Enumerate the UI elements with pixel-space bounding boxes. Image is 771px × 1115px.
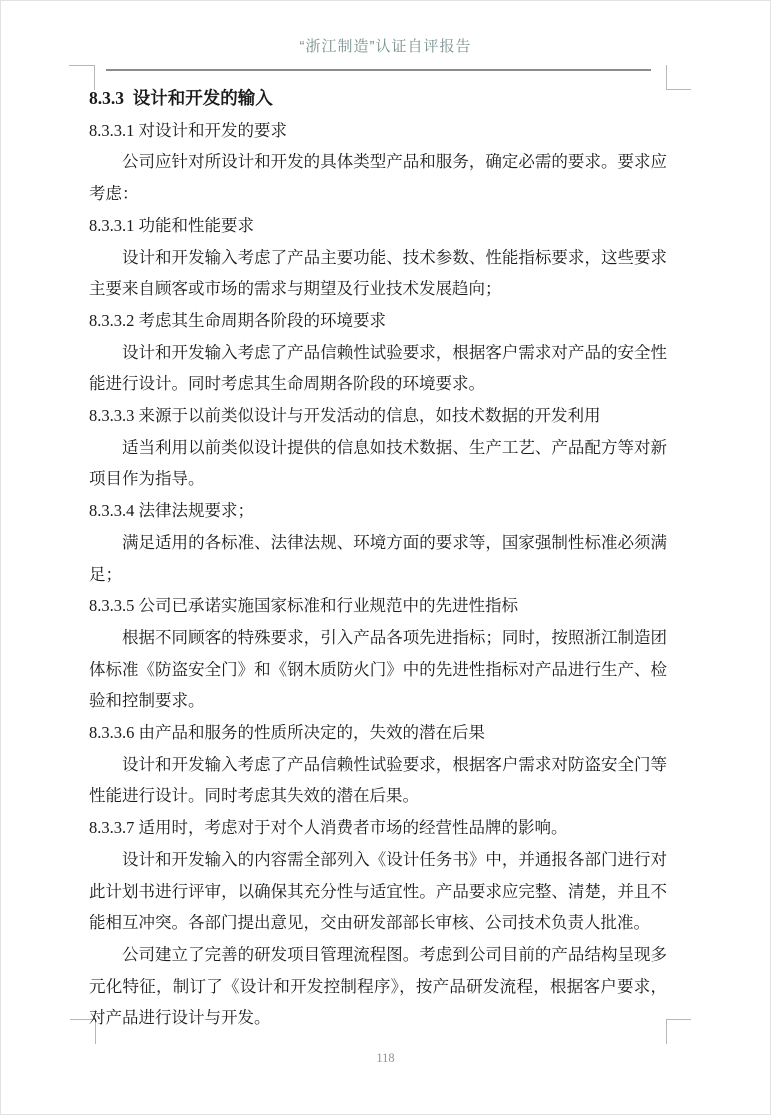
body-paragraph: 满足适用的各标准、法律法规、环境方面的要求等，国家强制性标准必须满足； bbox=[89, 532, 667, 584]
text-boundary-mark-bottom-right bbox=[666, 1019, 691, 1044]
body-paragraph: 公司应针对所设计和开发的具体类型产品和服务，确定必需的要求。要求应考虑： bbox=[89, 152, 667, 204]
subsection-title: 8.3.3.4 法律法规要求； bbox=[89, 501, 254, 521]
body-paragraph: 设计和开发输入考虑了产品信赖性试验要求，根据客户需求对产品的安全性能进行设计。同时考虑其生命周期各阶段的环境要求。 bbox=[89, 342, 667, 394]
subsection-title: 8.3.3.3 来源于以前类似设计与开发活动的信息，如技术数据的开发利用 bbox=[89, 406, 601, 426]
subsection-title: 8.3.3.5 公司已承诺实施国家标准和行业规范中的先进性指标 bbox=[89, 596, 518, 616]
header-rule-line bbox=[106, 69, 651, 71]
body-paragraph: 适当利用以前类似设计提供的信息如技术数据、生产工艺、产品配方等对新项目作为指导。 bbox=[89, 437, 667, 489]
body-paragraph: 设计和开发输入考虑了产品主要功能、技术参数、性能指标要求，这些要求主要来自顾客或市场的需求与期望及行业技术发展趋向； bbox=[89, 247, 667, 299]
subsection-title: 8.3.3.2 考虑其生命周期各阶段的环境要求 bbox=[89, 310, 386, 330]
subsection-title: 8.3.3.1 功能和性能要求 bbox=[89, 215, 254, 235]
body-paragraph: 设计和开发输入的内容需全部列入《设计任务书》中，并通报各部门进行对此计划书进行评审，以确保其充分性与适宜性。产品要求应完整、清楚，并且不能相互冲突。各部门提出意见，交由研发部部长审核、公司技术负责人批准。 bbox=[89, 849, 667, 933]
text-boundary-mark-top-right bbox=[666, 65, 691, 90]
body-paragraph: 根据不同顾客的特殊要求，引入产品各项先进指标；同时，按照浙江制造团体标准《防盗安全门》和《钢木质防火门》中的先进性指标对产品进行生产、检验和控制要求。 bbox=[89, 627, 667, 711]
section-heading: 8.3.3 设计和开发的输入 bbox=[89, 88, 273, 108]
page-header-title: “浙江制造”认证自评报告 bbox=[299, 38, 472, 55]
subsection-title: 8.3.3.1 对设计和开发的要求 bbox=[89, 120, 287, 140]
page-number: 118 bbox=[376, 1051, 395, 1065]
body-paragraph: 公司建立了完善的研发项目管理流程图。考虑到公司目前的产品结构呈现多元化特征，制订了《设计和开发控制程序》，按产品研发流程，根据客户要求，对产品进行设计与开发。 bbox=[89, 944, 667, 1028]
subsection-title: 8.3.3.7 适用时，考虑对于对个人消费者市场的经营性品牌的影响。 bbox=[89, 818, 568, 838]
document-body bbox=[89, 83, 667, 1034]
body-paragraph: 设计和开发输入考虑了产品信赖性试验要求，根据客户需求对防盗安全门等性能进行设计。同时考虑其失效的潜在后果。 bbox=[89, 754, 667, 806]
subsection-title: 8.3.3.6 由产品和服务的性质所决定的，失效的潜在后果 bbox=[89, 723, 485, 743]
